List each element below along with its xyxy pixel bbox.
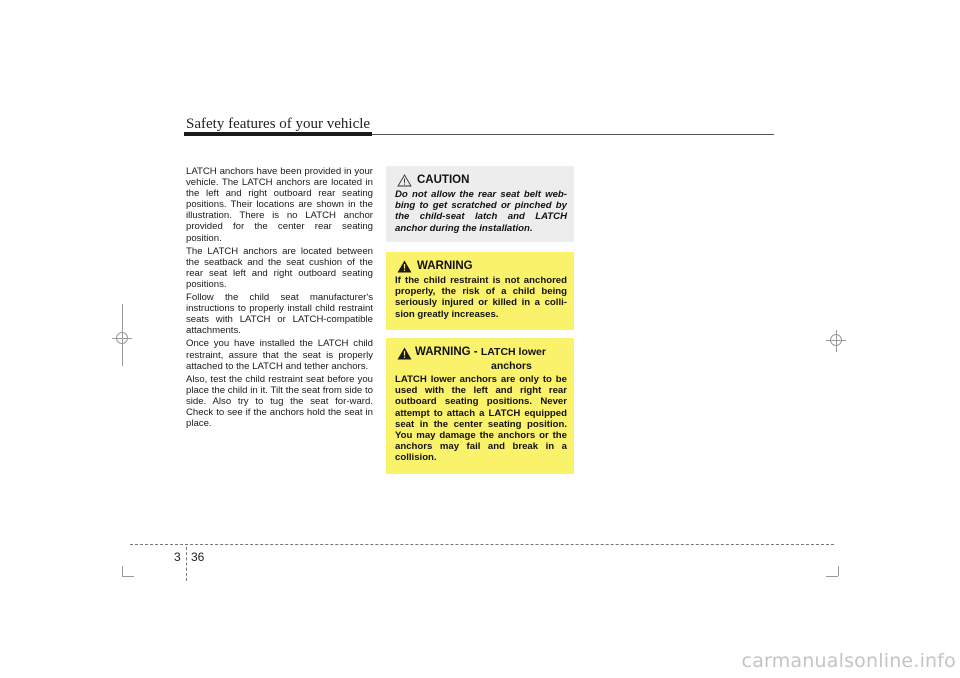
body-paragraph: Also, test the child restraint seat before you place the child in it. Tilt the seat from side to side. Also try to tug the seat for-ward. Check to see if the anchors hold the seat in place.	[186, 373, 373, 430]
warning-triangle-icon	[397, 260, 412, 273]
warning-title: WARNING	[417, 260, 473, 272]
chapter-number: 3	[174, 550, 181, 564]
caution-title: CAUTION	[417, 174, 470, 186]
warning-triangle-icon	[397, 347, 412, 360]
crop-mark-right-circle	[830, 334, 842, 346]
header-rule	[372, 134, 774, 135]
caution-header	[395, 172, 567, 188]
watermark: carmanualsonline.info	[741, 650, 956, 672]
latch-warning-title-main: WARNING -	[415, 346, 481, 358]
crop-mark-left-circle	[116, 332, 128, 344]
latch-warning-panel	[386, 338, 574, 474]
body-text-column	[186, 166, 373, 431]
body-paragraph: LATCH anchors have been provided in your vehicle. The LATCH anchors are located in the left and right outboard rear seating positions. Their locations are shown in the illustration. There is no LATCH anchor provided for the center rear seating position.	[186, 166, 373, 244]
page-number: 36	[191, 550, 205, 564]
latch-warning-subtitle-line2: anchors	[491, 360, 532, 372]
body-paragraph: Follow the child seat manufacturer's instructions to properly install child restraint seats with LATCH or LATCH-compatible attachments.	[186, 292, 373, 337]
latch-warning-header	[395, 344, 567, 374]
warning-text: If the child restraint is not anchored properly, the risk of a child being seriously injured or killed in a colli-sion greatly increases.	[395, 275, 567, 320]
caution-text: Do not allow the rear seat belt web-bing to get scratched or pinched by the child-seat latch and LATCH anchor during the installation.	[395, 189, 567, 234]
latch-warning-text: LATCH lower anchors are only to be used with the left and right rear outboard seating positions. Never attempt to attach a LATCH equipped seat in the center seating position. You may damage the anchors or the anchors may fail and break in a collision.	[395, 374, 567, 464]
warning-panel	[386, 252, 574, 330]
crop-mark-bottom-left	[122, 576, 134, 577]
footer-rule	[130, 544, 834, 545]
header-bar	[184, 132, 372, 136]
warning-header	[395, 258, 567, 274]
crop-mark-bottom-left-v	[122, 566, 123, 576]
footer-divider	[186, 547, 187, 581]
page-header-title: Safety features of your vehicle	[186, 116, 371, 132]
body-paragraph: Once you have installed the LATCH child restraint, assure that the seat is properly attached to the LATCH and tether anchors.	[186, 338, 373, 372]
latch-warning-title	[415, 346, 546, 358]
crop-mark-bottom-right-v	[838, 566, 839, 576]
latch-warning-subtitle: LATCH lower	[480, 346, 546, 358]
body-paragraph: The LATCH anchors are located between the seatback and the seat cushion of the rear seat left and right outboard seating positions.	[186, 245, 373, 290]
caution-panel	[386, 166, 574, 242]
caution-triangle-icon	[397, 174, 412, 187]
crop-mark-bottom-right	[826, 576, 838, 577]
